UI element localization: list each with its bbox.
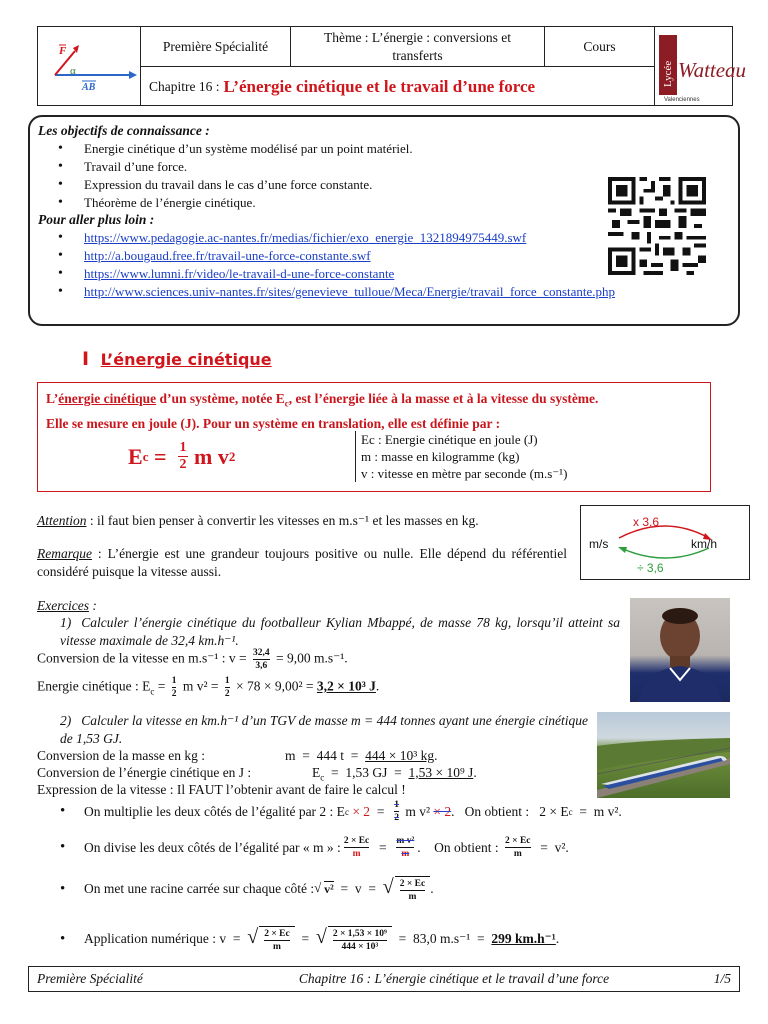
- header-chapter: [141, 67, 655, 106]
- objectives-title: Les objectifs de connaissance :: [38, 123, 210, 138]
- objective-item: • Travail d’une force.: [58, 158, 728, 176]
- step-divide: • On divise les deux côtés de l’égalité par « m » : 2 × Ec m = m v² m . On obtient : 2 × Ec m = v².: [60, 836, 569, 859]
- vector-ab-label: AB: [82, 81, 96, 93]
- vector-f-label: F: [59, 44, 67, 57]
- unit-kmh: km/h: [691, 537, 718, 551]
- unit-ms: m/s: [589, 537, 609, 551]
- chapter-prefix: Chapitre 16 :: [149, 78, 220, 94]
- legend-v: v : vitesse en mètre par seconde (m.s⁻¹): [361, 466, 568, 481]
- link-pedagogie[interactable]: • https://www.pedagogie.ac-nantes.fr/medias/fichier/exo_energie_1321894975449.swf: [58, 229, 608, 247]
- header-theme: Thème : L’énergie : conversions et transferts: [291, 27, 545, 67]
- multiply-label: x 3,6: [633, 515, 660, 529]
- ex1-result: 3,2 × 10³ J: [316, 678, 376, 694]
- link-univ-nantes[interactable]: • http://www.sciences.univ-nantes.fr/sites/genevieve_tulloue/Meca/Energie/travail_force_constante.php: [58, 283, 608, 301]
- objective-item: • Energie cinétique d’un système modélisé par un point matériel.: [58, 140, 728, 158]
- legend-m: m : masse en kilogramme (kg): [361, 449, 520, 464]
- link-lumni[interactable]: • https://www.lumni.fr/video/le-travail-d-une-force-constante: [58, 265, 608, 283]
- section-number: I: [82, 348, 90, 370]
- footer-chapter: Chapitre 16 : L’énergie cinétique et le travail d’une force: [298, 971, 610, 986]
- objective-item: • Théorème de l’énergie cinétique.: [58, 194, 728, 212]
- speed-conversion-diagram: [580, 505, 750, 580]
- tgv-photo: [597, 712, 730, 798]
- page-footer: [28, 966, 740, 992]
- svg-text:Valenciennes: Valenciennes: [664, 96, 700, 103]
- link-bougaud[interactable]: • http://a.bougaud.free.fr/travail-une-force-constante.swf: [58, 247, 608, 265]
- objective-item: • Expression du travail dans le cas d’une force constante.: [58, 176, 728, 194]
- vector-logo: [38, 27, 141, 106]
- section-title: [82, 348, 272, 370]
- step-multiply: • On multiplie les deux côtés de l’égalité par 2 : E c × 2 = 1 2 m v² × 2 . On obtient : 2 × E c = m v².: [60, 800, 622, 823]
- chapter-title: L’énergie cinétique et le travail d’une force: [223, 76, 536, 96]
- school-logo: [655, 27, 747, 106]
- footer-speciality: Première Spécialité: [37, 971, 143, 986]
- objectives-box: [28, 115, 740, 326]
- exercise-2-statement: 2) Calculer la vitesse en km.h⁻¹ d’un TGV de masse m = 444 tonnes ayant une énergie cinétique de 1,53 GJ.: [60, 713, 588, 746]
- divide-label: ÷ 3,6: [637, 561, 664, 575]
- svg-text:Watteau: Watteau: [678, 57, 747, 82]
- header-table: [37, 26, 747, 106]
- further-title: Pour aller plus loin :: [38, 212, 155, 227]
- remark-note: Remarque : L’énergie est une grandeur toujours positive ou nulle. Elle dépend du référentiel considéré puisque la vitesse aussi.: [37, 546, 567, 579]
- ex2-energy-conversion: Conversion de l’énergie cinétique en J : $E_c = 1,53$ GJ = 1,53 × 10⁹ J.: [37, 765, 477, 783]
- definition-text: L’énergie cinétique d’un système, notée $E_c$, est l’énergie liée à la masse et à la vitesse du système. Elle se mesure en joule (J). Pour un système en translation, elle est définie par :: [46, 391, 599, 431]
- exercise-1-statement: 1) Calculer l’énergie cinétique du footballeur Kylian Mbappé, de masse 78 kg, lorsqu’il atteint sa vitesse maximale de 32,4 km.h⁻¹.: [60, 615, 620, 648]
- definition-line2: Elle se mesure en joule (J). Pour un système en translation, elle est définie par :: [46, 415, 501, 431]
- formula-legend: [355, 431, 567, 482]
- ex2-result: 299 km.h⁻¹: [491, 931, 556, 946]
- ex1-speed-conversion: Conversion de la vitesse en m.s⁻¹ : v = $\frac{32,4}{3,6}$ = 9,00 m.s⁻¹.: [37, 648, 348, 671]
- header-speciality: Première Spécialité: [141, 27, 291, 67]
- step-square-root: • On met une racine carrée sur chaque côté : √ v² = v = √ $\frac{2 \times Ec}{m}$ .: [60, 876, 434, 902]
- section-label: L’énergie cinétique: [100, 350, 272, 369]
- definition-box: [37, 382, 711, 492]
- term-energie-cinetique: énergie cinétique: [58, 391, 157, 406]
- exercises-title: Exercices :: [37, 598, 97, 613]
- page-number: 1/5: [713, 971, 731, 986]
- ex2-mass-conversion: Conversion de la masse en kg : m = 444 t = 444 × 10³ kg.: [37, 748, 438, 763]
- qr-code-icon[interactable]: [606, 177, 708, 275]
- remark-label: Remarque: [37, 546, 92, 561]
- ex1-energy-calc: Energie cinétique : $E_c$ = $\frac{1}{2}$ m v² = $\frac{1}{2}$ × 78 × 9,00² = 3,2 × 10³ J.: [37, 676, 380, 699]
- ex2-speed-expression: Expression de la vitesse : Il FAUT l’obtenir avant de faire le calcul !: [37, 782, 406, 797]
- attention-label: Attention: [37, 513, 87, 528]
- step-numeric-application: • Application numérique : v = √ $\frac{2 \times Ec}{m}$ = √ $\frac{\text{2 × 1,53 × 10⁹}}{\text{444 × 10³}}$ = 83,0 m.s⁻¹ = 299 km.h⁻¹ .: [60, 926, 560, 952]
- header-type: Cours: [545, 27, 655, 67]
- angle-label: α: [70, 64, 76, 77]
- links-list: [38, 229, 616, 301]
- footballer-photo: [630, 598, 730, 702]
- legend-ec: Ec : Energie cinétique en joule (J): [361, 432, 538, 447]
- attention-note: Attention : il faut bien penser à convertir les vitesses en m.s⁻¹ et les masses en kg.: [37, 513, 479, 528]
- kinetic-energy-formula: E c = $\frac{1}{2}$ m v 2: [128, 440, 236, 472]
- svg-text:Lycée: Lycée: [662, 60, 674, 87]
